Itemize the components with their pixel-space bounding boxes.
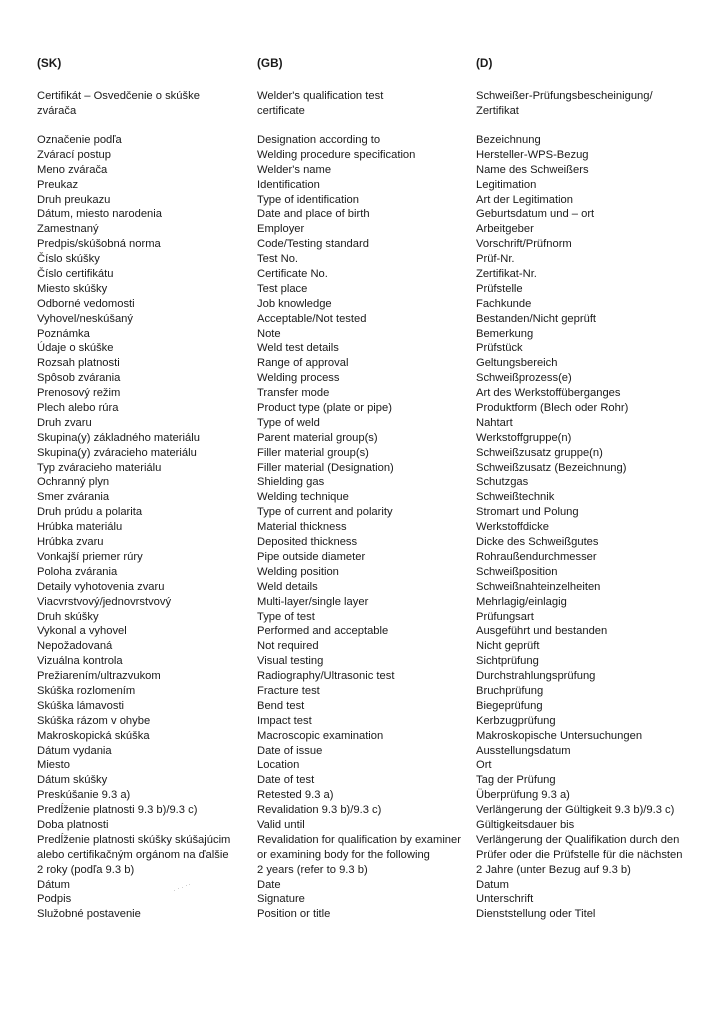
term-row: Radiography/Ultrasonic test	[257, 670, 395, 683]
term-row: Werkstoffgruppe(n)	[476, 431, 572, 444]
term-row: Vorschrift/Prüfnorm	[476, 238, 572, 251]
term-row: Dátum skúšky	[37, 774, 108, 787]
term-row: Skúška lámavosti	[37, 699, 125, 712]
term-row: Číslo certifikátu	[37, 268, 114, 281]
term-row: Unterschrift	[476, 893, 534, 906]
term-row: Note	[257, 327, 281, 340]
term-row: Ausstellungsdatum	[476, 744, 571, 757]
term-row: Smer zvárania	[37, 491, 110, 504]
term-row: Überprüfung 9.3 a)	[476, 789, 570, 802]
term-row: Miesto	[37, 759, 70, 772]
term-row: Schweißprozess(e)	[476, 372, 572, 385]
term-row: Označenie podľa	[37, 134, 122, 146]
column-d	[476, 56, 716, 922]
term-row: Schweißposition	[476, 565, 558, 578]
term-row: Ort	[476, 759, 492, 772]
term-row: Impact test	[257, 714, 312, 727]
term-row: Certificate No.	[257, 268, 328, 281]
term-row: Art des Werkstoffüberganges	[476, 387, 621, 400]
term-row: Číslo skúšky	[37, 253, 100, 266]
term-row: Multi-layer/single layer	[257, 595, 369, 608]
term-row: Deposited thickness	[257, 536, 358, 549]
column-header-d: (D)	[476, 56, 493, 70]
term-row: Mehrlagig/einlagig	[476, 595, 567, 608]
column-header-sk: (SK)	[37, 56, 62, 70]
term-row: Nahtart	[476, 416, 513, 429]
term-row: Identification	[257, 178, 320, 191]
term-row: Rohraußendurchmesser	[476, 550, 597, 563]
term-row: Prüfer oder die Prüfstelle für die nächsten	[476, 848, 683, 861]
term-row: Revalidation for qualification by examiner	[257, 833, 461, 846]
term-row: Produktform (Blech oder Rohr)	[476, 402, 629, 415]
title-line: certificate	[257, 104, 305, 117]
term-row: Fracture test	[257, 684, 320, 697]
term-row: Werkstoffdicke	[476, 521, 549, 534]
term-row: Employer	[257, 223, 305, 236]
column-header-gb: (GB)	[257, 56, 283, 70]
term-row: Prüfungsart	[476, 610, 534, 623]
term-row: Dátum	[37, 878, 70, 891]
term-row: Bezeichnung	[476, 134, 541, 146]
term-row: 2 Jahre (unter Bezug auf 9.3 b)	[476, 863, 631, 876]
title-line: zvárača	[37, 104, 77, 117]
term-row: Podpis	[37, 893, 72, 906]
title-line: Welder's qualification test	[257, 90, 384, 102]
term-row: Odborné vedomosti	[37, 297, 135, 310]
term-row: Dicke des Schweißgutes	[476, 536, 599, 549]
term-row: Arbeitgeber	[476, 223, 534, 236]
term-row: Druh prúdu a polarita	[37, 506, 143, 519]
term-row: Druh skúšky	[37, 610, 99, 623]
term-row: Prežiarením/ultrazvukom	[37, 670, 161, 683]
term-row: Vykonal a vyhovel	[37, 625, 127, 638]
term-row: Pipe outside diameter	[257, 550, 366, 563]
term-row: or examining body for the following	[257, 848, 430, 861]
term-row: Type of identification	[257, 193, 359, 206]
term-row: Material thickness	[257, 521, 347, 534]
title-line: Schweißer-Prüfungsbescheinigung/	[476, 90, 653, 102]
certificate-title-sk	[37, 89, 252, 119]
term-row: Geburtsdatum und – ort	[476, 208, 595, 221]
column-gb	[257, 56, 472, 922]
term-row: Rozsah platnosti	[37, 357, 120, 370]
term-row: Weld details	[257, 580, 318, 593]
term-row: Date and place of birth	[257, 208, 370, 221]
term-row: Visual testing	[257, 655, 324, 668]
column-sk	[37, 56, 252, 922]
term-row: Meno zvárača	[37, 163, 108, 176]
term-row: Type of weld	[257, 416, 320, 429]
term-row: Druh zvaru	[37, 416, 92, 429]
title-line: Certifikát – Osvedčenie o skúške	[37, 90, 200, 102]
term-row: Durchstrahlungsprüfung	[476, 670, 596, 683]
term-row: Designation according to	[257, 134, 381, 146]
term-row: Zertifikat-Nr.	[476, 268, 537, 281]
term-row: Signature	[257, 893, 305, 906]
term-row: Dátum, miesto narodenia	[37, 208, 162, 221]
term-row: Welding process	[257, 372, 340, 385]
term-row: Prüfstück	[476, 342, 523, 355]
term-row: Art der Legitimation	[476, 193, 574, 206]
certificate-title-gb	[257, 89, 472, 119]
term-row: Typ zváracieho materiálu	[37, 461, 162, 474]
term-row: Weld test details	[257, 342, 339, 355]
term-row: Macroscopic examination	[257, 729, 384, 742]
term-row: 2 years (refer to 9.3 b)	[257, 863, 368, 876]
term-row: 2 roky (podľa 9.3 b)	[37, 863, 135, 876]
term-row: Schweißzusatz gruppe(n)	[476, 446, 603, 459]
term-row: Predpis/skúšobná norma	[37, 238, 161, 251]
term-row: Hersteller-WPS-Bezug	[476, 148, 589, 161]
term-row: Zamestnaný	[37, 223, 99, 236]
term-row: Údaje o skúške	[37, 342, 114, 355]
term-row: Vyhovel/neskúšaný	[37, 312, 133, 325]
term-row: Viacvrstvový/jednovrstvový	[37, 595, 172, 608]
term-row: Valid until	[257, 818, 305, 831]
term-row: Makroskopische Untersuchungen	[476, 729, 643, 742]
term-row: Vizuálna kontrola	[37, 655, 123, 668]
term-row: Type of current and polarity	[257, 506, 393, 519]
term-row: Predĺženie platnosti 9.3 b)/9.3 c)	[37, 804, 198, 817]
term-row: Druh preukazu	[37, 193, 111, 206]
term-row: Poloha zvárania	[37, 565, 118, 578]
term-row: Biegeprüfung	[476, 699, 543, 712]
term-row: Zvárací postup	[37, 148, 111, 161]
term-row: Služobné postavenie	[37, 908, 141, 921]
term-row: Dátum vydania	[37, 744, 112, 757]
term-row: Hrúbka materiálu	[37, 521, 123, 534]
term-row: Position or title	[257, 908, 331, 921]
term-row: Type of test	[257, 610, 315, 623]
term-row: Hrúbka zvaru	[37, 536, 104, 549]
term-row: Filler material (Designation)	[257, 461, 394, 474]
term-row: Nepožadovaná	[37, 640, 113, 653]
term-row: Location	[257, 759, 300, 772]
term-row: Miesto skúšky	[37, 282, 108, 295]
term-row: Schutzgas	[476, 476, 529, 489]
term-row: Retested 9.3 a)	[257, 789, 334, 802]
certificate-title-d	[476, 89, 716, 119]
term-row: Detaily vyhotovenia zvaru	[37, 580, 165, 593]
term-row: Date of issue	[257, 744, 323, 757]
term-row: Welding position	[257, 565, 339, 578]
term-row: Gültigkeitsdauer bis	[476, 818, 575, 831]
term-row: Verlängerung der Qualifikation durch den	[476, 833, 680, 846]
term-row: Date of test	[257, 774, 315, 787]
term-row: Date	[257, 878, 281, 891]
term-row: Job knowledge	[257, 297, 332, 310]
term-row: Verlängerung der Gültigkeit 9.3 b)/9.3 c)	[476, 804, 675, 817]
term-row: Makroskopická skúška	[37, 729, 150, 742]
term-list-d	[476, 133, 716, 922]
term-row: Bemerkung	[476, 327, 534, 340]
term-row: Preskúšanie 9.3 a)	[37, 789, 131, 802]
term-row: Prüfstelle	[476, 282, 523, 295]
term-row: Bestanden/Nicht geprüft	[476, 312, 597, 325]
term-row: Name des Schweißers	[476, 163, 589, 176]
term-row: Prenosový režim	[37, 387, 121, 400]
term-row: Nicht geprüft	[476, 640, 540, 653]
term-row: Fachkunde	[476, 297, 532, 310]
term-row: Preukaz	[37, 178, 79, 191]
term-row: Doba platnosti	[37, 818, 109, 831]
term-row: Skúška rázom v ohybe	[37, 714, 151, 727]
scan-speck	[172, 884, 192, 894]
term-row: Transfer mode	[257, 387, 330, 400]
term-row: Schweißnahteinzelheiten	[476, 580, 601, 593]
term-row: Skupina(y) základného materiálu	[37, 431, 200, 444]
term-row: Prüf-Nr.	[476, 253, 515, 266]
title-line: Zertifikat	[476, 104, 519, 117]
term-row: Spôsob zvárania	[37, 372, 121, 385]
term-row: Product type (plate or pipe)	[257, 402, 392, 415]
term-row: Welding procedure specification	[257, 148, 416, 161]
term-row: Test No.	[257, 253, 299, 266]
term-row: Filler material group(s)	[257, 446, 369, 459]
term-row: Performed and acceptable	[257, 625, 389, 638]
term-row: Range of approval	[257, 357, 349, 370]
term-row: Legitimation	[476, 178, 537, 191]
term-row: Test place	[257, 282, 308, 295]
term-row: Bruchprüfung	[476, 684, 544, 697]
term-list-sk	[37, 133, 252, 922]
term-list-gb	[257, 133, 472, 922]
term-row: Acceptable/Not tested	[257, 312, 367, 325]
term-row: Predĺženie platnosti skúšky skúšajúcim	[37, 833, 231, 846]
term-row: Parent material group(s)	[257, 431, 378, 444]
term-row: Welder's name	[257, 163, 332, 176]
term-row: Skupina(y) zváracieho materiálu	[37, 446, 197, 459]
term-row: Not required	[257, 640, 319, 653]
term-row: Geltungsbereich	[476, 357, 558, 370]
term-row: Stromart und Polung	[476, 506, 579, 519]
term-row: Tag der Prüfung	[476, 774, 556, 787]
term-row: Shielding gas	[257, 476, 325, 489]
term-row: Datum	[476, 878, 509, 891]
term-row: Plech alebo rúra	[37, 402, 119, 415]
term-row: Kerbzugprüfung	[476, 714, 556, 727]
term-row: Code/Testing standard	[257, 238, 369, 251]
term-row: Revalidation 9.3 b)/9.3 c)	[257, 804, 382, 817]
term-row: alebo certifikačným orgánom na ďalšie	[37, 848, 229, 861]
term-row: Ausgeführt und bestanden	[476, 625, 608, 638]
term-row: Bend test	[257, 699, 305, 712]
term-row: Skúška rozlomením	[37, 684, 136, 697]
term-row: Ochranný plyn	[37, 476, 110, 489]
term-row: Dienststellung oder Titel	[476, 908, 596, 921]
term-row: Schweißzusatz (Bezeichnung)	[476, 461, 627, 474]
term-row: Vonkajší priemer rúry	[37, 550, 143, 563]
term-row: Welding technique	[257, 491, 349, 504]
term-row: Sichtprüfung	[476, 655, 539, 668]
term-row: Poznámka	[37, 327, 90, 340]
term-row: Schweißtechnik	[476, 491, 555, 504]
